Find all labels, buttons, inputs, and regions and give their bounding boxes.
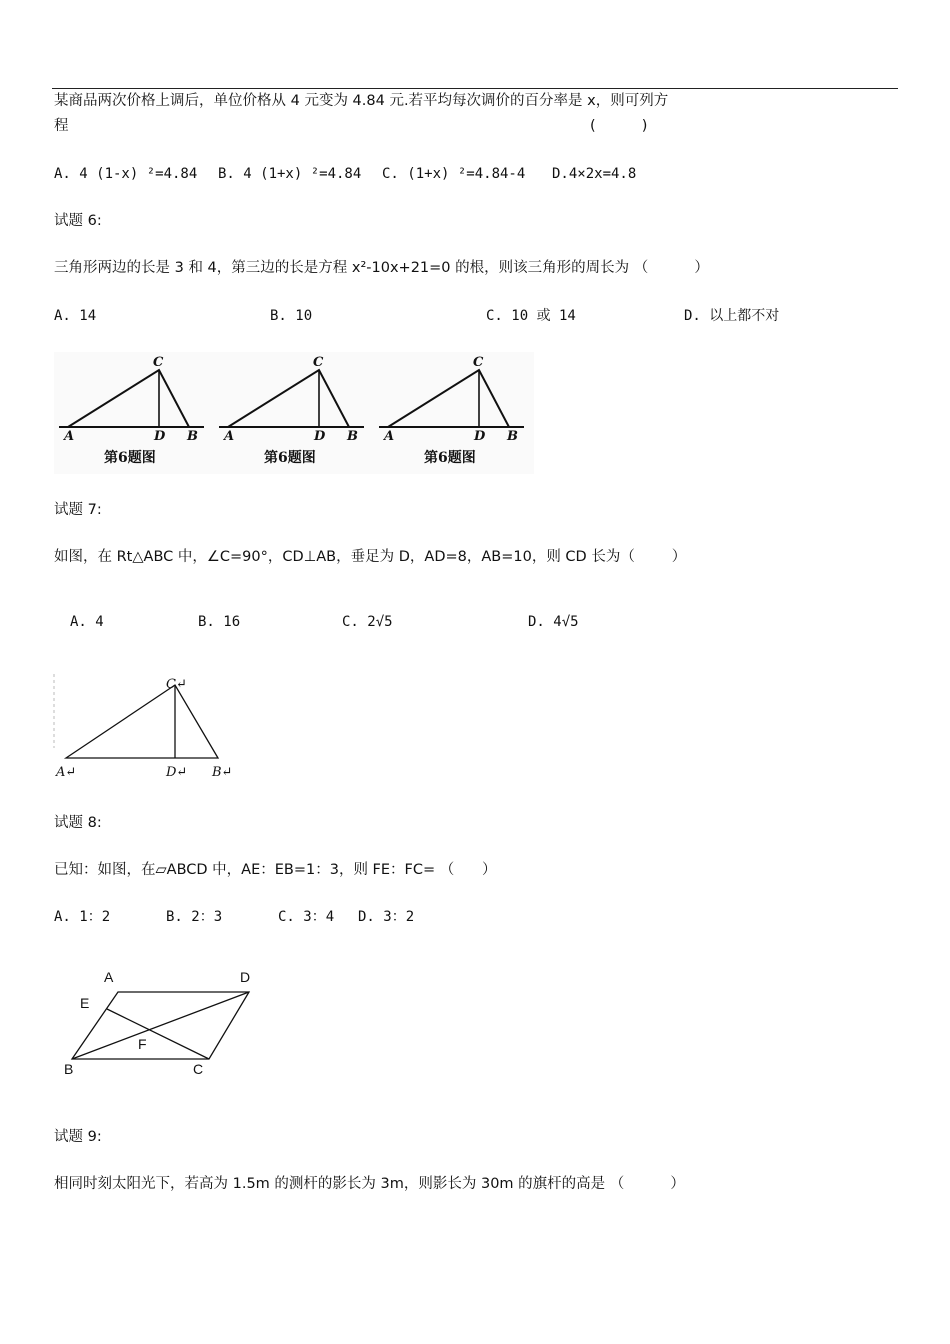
label-a: A (104, 969, 114, 985)
q5-option-d: D.4×2x=4.8 (552, 166, 637, 182)
label-d: D (154, 429, 166, 444)
q9-question: 相同时刻太阳光下，若高为 1.5m 的测杆的影长为 3m，则影长为 30m 的旗杆的高是 （ ） (54, 1176, 685, 1192)
top-rule (52, 88, 898, 89)
q6-option-a: A. 14 (54, 308, 97, 324)
q7-option-d: D. 4√5 (528, 614, 579, 630)
triangle-abc (66, 685, 218, 758)
q7-option-b: B. 16 (198, 614, 241, 630)
label-c: C↵ (166, 677, 187, 692)
label-c: C (473, 355, 484, 370)
label-c: C (313, 355, 324, 370)
q5-text-line1: 某商品两次价格上调后，单位价格从 4 元变为 4.84 元.若平均每次调价的百分率是 x，则可列方 (54, 93, 669, 109)
q5-option-a: A. 4 (1-x) ²=4.84 (54, 166, 198, 182)
figure-caption: 第6题图 (424, 450, 476, 466)
q5-option-c: C. (1+x) ²=4.84-4 (382, 166, 526, 182)
label-d: D (240, 969, 251, 985)
q8-figure (54, 962, 264, 1080)
figure-caption: 第6题图 (104, 450, 156, 466)
label-d: D (474, 429, 486, 444)
label-f: F (138, 1036, 147, 1052)
label-a: A↵ (56, 765, 77, 780)
label-e: E (80, 995, 90, 1011)
q6-option-c: C. 10 或 14 (486, 308, 576, 324)
label-b: B (347, 429, 358, 444)
q7-option-c: C. 2√5 (342, 614, 393, 630)
label-a: A (384, 429, 395, 444)
q7-title: 试题 7: (54, 502, 102, 518)
q6-question: 三角形两边的长是 3 和 4，第三边的长是方程 x²-10x+21=0 的根，则该三角形的周长为 （ ） (54, 260, 709, 276)
q6-option-d: D. 以上都不对 (684, 308, 780, 324)
q8-option-c: C. 3：4 (278, 909, 335, 925)
label-d: D (314, 429, 326, 444)
q5-answer-bracket: ( ) (590, 118, 648, 134)
q9-title: 试题 9: (54, 1129, 102, 1145)
label-a: A (224, 429, 235, 444)
label-b: B (187, 429, 198, 444)
q5-text-line2: 程 (54, 118, 69, 134)
diagonal-bd (72, 992, 249, 1059)
q6-figure-strip (54, 352, 534, 474)
q8-question: 已知：如图，在▱ABCD 中，AE：EB=1：3，则 FE：FC= （ ） (54, 862, 497, 878)
label-c: C (193, 1061, 204, 1077)
q8-option-b: B. 2：3 (166, 909, 223, 925)
q7-question: 如图，在 Rt△ABC 中，∠C=90°，CD⊥AB，垂足为 D，AD=8，AB=10，则 CD 长为（ ） (54, 549, 687, 565)
q8-option-a: A. 1：2 (54, 909, 111, 925)
label-b: B (64, 1061, 74, 1077)
q6-option-b: B. 10 (270, 308, 313, 324)
q7-figure (52, 668, 252, 784)
label-c: C (153, 355, 164, 370)
label-b: B↵ (212, 765, 233, 780)
label-b: B (507, 429, 518, 444)
segment-ec (107, 1009, 209, 1059)
label-a: A (64, 429, 75, 444)
label-d: D↵ (166, 765, 188, 780)
q5-option-b: B. 4 (1+x) ²=4.84 (218, 166, 362, 182)
q6-title: 试题 6: (54, 213, 102, 229)
q8-title: 试题 8: (54, 815, 102, 831)
q8-option-d: D. 3：2 (358, 909, 415, 925)
q7-option-a: A. 4 (70, 614, 104, 630)
figure-caption: 第6题图 (264, 450, 316, 466)
